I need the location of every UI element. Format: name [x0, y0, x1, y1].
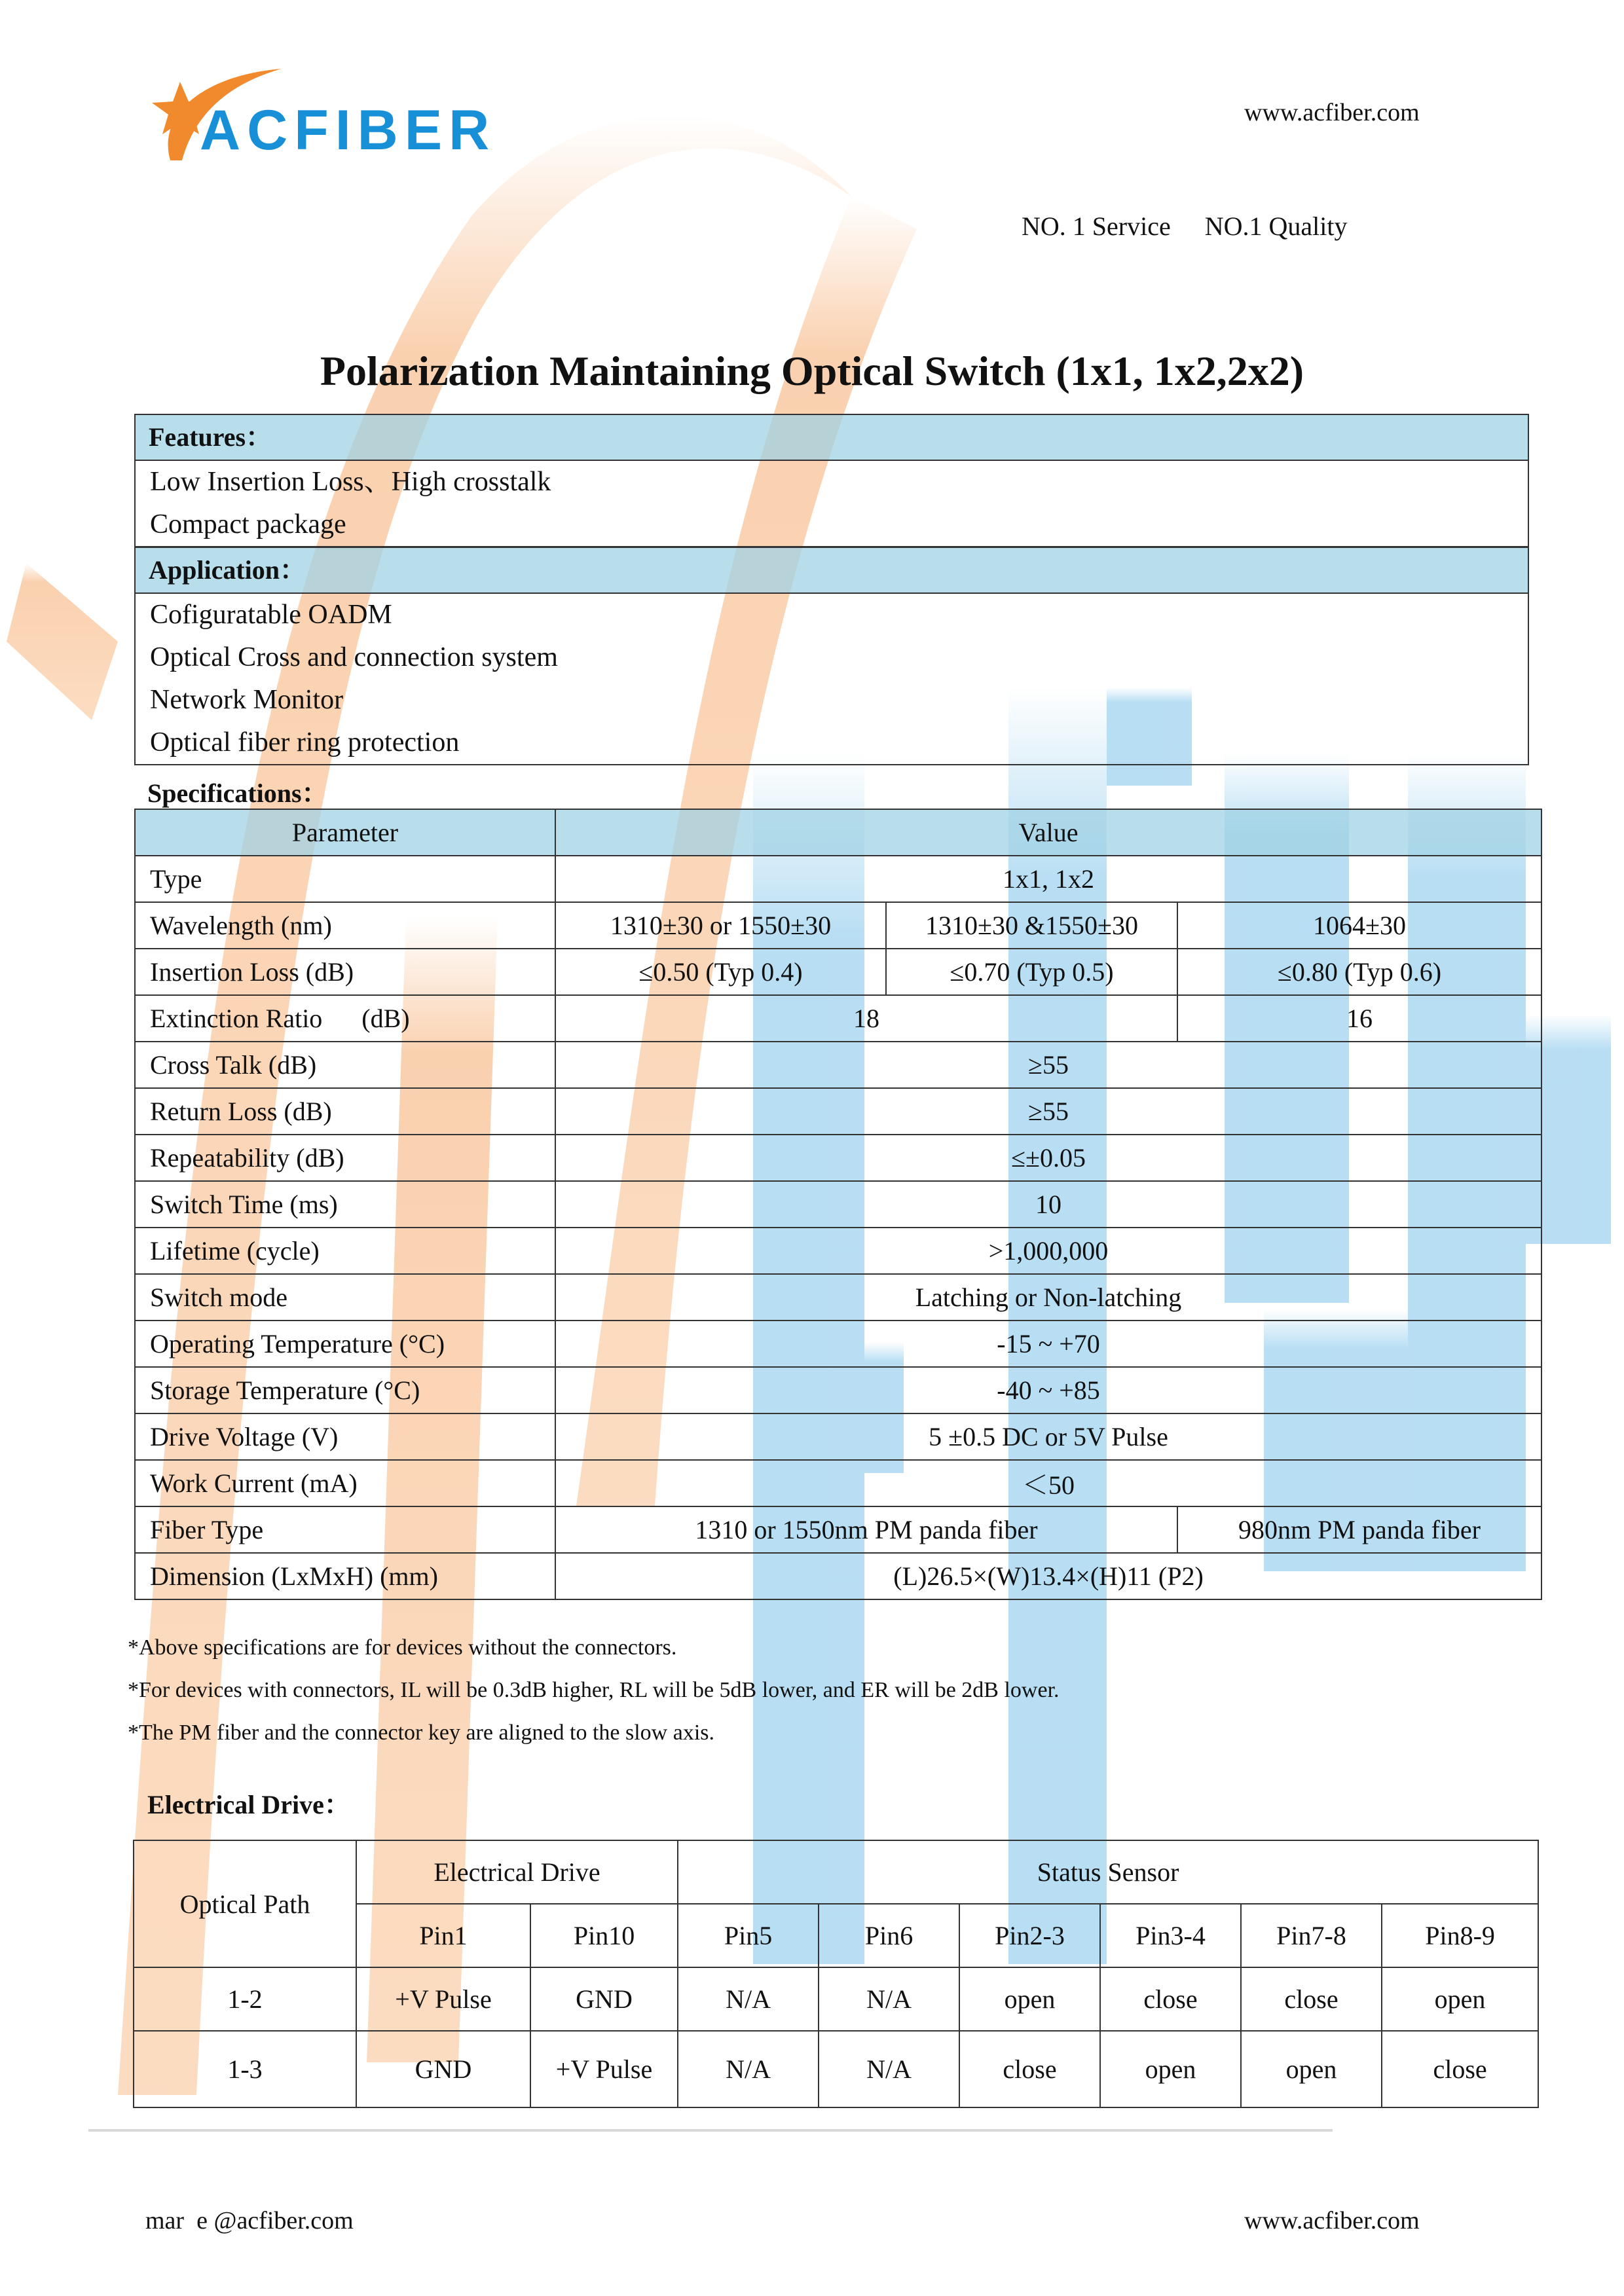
- pin-value: close: [959, 2031, 1100, 2107]
- param-cell: Operating Temperature (°C): [135, 1321, 555, 1367]
- value-cell: 18: [555, 995, 1177, 1042]
- slogan: [1022, 211, 1375, 242]
- pin-value: close: [1382, 2031, 1538, 2107]
- slogan-service: NO. 1 Service: [1022, 211, 1171, 241]
- table-row: [135, 995, 1541, 1042]
- footer-divider: [88, 2129, 1333, 2132]
- param-cell: Wavelength (nm): [135, 902, 555, 949]
- spec-note: *The PM fiber and the connector key are aligned to the slow axis.: [128, 1721, 715, 1745]
- specifications-label: Specifications：: [147, 778, 328, 808]
- value-cell: 5 ±0.5 DC or 5V Pulse: [555, 1413, 1541, 1460]
- value-cell: 1310±30 &1550±30: [886, 902, 1177, 949]
- path-cell: 1-2: [134, 1967, 356, 2031]
- table-row: [135, 856, 1541, 902]
- param-cell: Storage Temperature (°C): [135, 1367, 555, 1413]
- features-box: [134, 414, 1529, 547]
- pin-value: +V Pulse: [356, 1967, 530, 2031]
- pin-value: N/A: [819, 1967, 959, 2031]
- value-cell: (L)26.5×(W)13.4×(H)11 (P2): [555, 1553, 1541, 1599]
- pin-value: close: [1241, 1967, 1382, 2031]
- value-cell: ≤±0.05: [555, 1135, 1541, 1181]
- value-cell: 1310±30 or 1550±30: [555, 902, 886, 949]
- features-header: Features：: [136, 415, 1528, 461]
- param-cell: Return Loss (dB): [135, 1088, 555, 1135]
- specifications-table: [134, 809, 1542, 1600]
- table-row: [135, 1042, 1541, 1088]
- table-row: [135, 1088, 1541, 1135]
- brand-logo-text: ACFIBER: [200, 99, 496, 162]
- pin-value: +V Pulse: [530, 2031, 678, 2107]
- table-row: [135, 1135, 1541, 1181]
- value-cell: ＜50: [555, 1460, 1541, 1506]
- value-cell: -40 ~ +85: [555, 1367, 1541, 1413]
- table-row: [135, 1413, 1541, 1460]
- param-cell: Switch Time (ms): [135, 1181, 555, 1228]
- electrical-drive-header: Electrical Drive: [356, 1840, 678, 1904]
- value-cell: >1,000,000: [555, 1228, 1541, 1274]
- pin-header: Pin3-4: [1100, 1904, 1241, 1967]
- table-row: [134, 2031, 1538, 2107]
- spec-note: *Above specifications are for devices without the connectors.: [128, 1635, 677, 1660]
- feature-item: Compact package: [150, 509, 346, 539]
- pin-header: Pin8-9: [1382, 1904, 1538, 1967]
- value-cell: ≤0.80 (Typ 0.6): [1177, 949, 1541, 995]
- param-cell: Extinction Ratio (dB): [135, 995, 555, 1042]
- application-header: Application：: [136, 547, 1528, 594]
- table-row: [135, 1321, 1541, 1367]
- table-row: [135, 1553, 1541, 1599]
- value-cell: ≤0.50 (Typ 0.4): [555, 949, 886, 995]
- pin-value: open: [1241, 2031, 1382, 2107]
- application-box: [134, 547, 1529, 765]
- pin-header: Pin5: [678, 1904, 819, 1967]
- footer-email[interactable]: mar e @acfiber.com: [145, 2207, 354, 2234]
- value-cell: Latching or Non-latching: [555, 1274, 1541, 1321]
- param-cell: Repeatability (dB): [135, 1135, 555, 1181]
- table-header-row: [134, 1840, 1538, 1904]
- page-title: Polarization Maintaining Optical Switch (1x1, 1x2,2x2): [320, 348, 1304, 394]
- param-cell: Lifetime (cycle): [135, 1228, 555, 1274]
- table-row: [135, 1274, 1541, 1321]
- pin-value: open: [1100, 2031, 1241, 2107]
- pin-header: Pin2-3: [959, 1904, 1100, 1967]
- application-item: Network Monitor: [150, 685, 344, 715]
- spec-note: *For devices with connectors, IL will be 0.3dB higher, RL will be 5dB lower, and ER will be 2dB lower.: [128, 1678, 1060, 1702]
- param-cell: Work Current (mA): [135, 1460, 555, 1506]
- param-cell: Drive Voltage (V): [135, 1413, 555, 1460]
- value-cell: 1310 or 1550nm PM panda fiber: [555, 1506, 1177, 1553]
- electrical-drive-label: Electrical Drive：: [147, 1790, 350, 1819]
- feature-item: Low Insertion Loss、High crosstalk: [150, 467, 551, 497]
- optical-path-header: Optical Path: [134, 1840, 356, 1967]
- value-cell: 980nm PM panda fiber: [1177, 1506, 1541, 1553]
- param-cell: Dimension (LxMxH) (mm): [135, 1553, 555, 1599]
- value-cell: ≥55: [555, 1088, 1541, 1135]
- table-row: [135, 949, 1541, 995]
- pin-value: close: [1100, 1967, 1241, 2031]
- table-row: [135, 1506, 1541, 1553]
- param-cell: Switch mode: [135, 1274, 555, 1321]
- value-cell: 10: [555, 1181, 1541, 1228]
- value-cell: -15 ~ +70: [555, 1321, 1541, 1367]
- param-cell: Cross Talk (dB): [135, 1042, 555, 1088]
- pin-header: Pin6: [819, 1904, 959, 1967]
- application-item: Optical Cross and connection system: [150, 642, 558, 672]
- table-row: [135, 1228, 1541, 1274]
- pin-header: Pin1: [356, 1904, 530, 1967]
- param-cell: Insertion Loss (dB): [135, 949, 555, 995]
- status-sensor-header: Status Sensor: [678, 1840, 1538, 1904]
- table-row: [135, 902, 1541, 949]
- path-cell: 1-3: [134, 2031, 356, 2107]
- pin-value: N/A: [819, 2031, 959, 2107]
- application-item: Cofiguratable OADM: [150, 600, 392, 630]
- table-header-row: [135, 809, 1541, 856]
- param-cell: Fiber Type: [135, 1506, 555, 1553]
- table-row: [135, 1460, 1541, 1506]
- table-row: [135, 1181, 1541, 1228]
- electrical-drive-table: [133, 1840, 1539, 2108]
- pin-header: Pin7-8: [1241, 1904, 1382, 1967]
- pin-value: GND: [530, 1967, 678, 2031]
- pin-value: open: [959, 1967, 1100, 2031]
- value-cell: ≥55: [555, 1042, 1541, 1088]
- column-header-parameter: Parameter: [135, 809, 555, 856]
- value-cell: 1x1, 1x2: [555, 856, 1541, 902]
- slogan-quality: NO.1 Quality: [1204, 211, 1348, 241]
- column-header-value: Value: [555, 809, 1541, 856]
- value-cell: ≤0.70 (Typ 0.5): [886, 949, 1177, 995]
- value-cell: 1064±30: [1177, 902, 1541, 949]
- table-row: [135, 1367, 1541, 1413]
- param-cell: Type: [135, 856, 555, 902]
- pin-value: N/A: [678, 2031, 819, 2107]
- pin-value: GND: [356, 2031, 530, 2107]
- pin-value: N/A: [678, 1967, 819, 2031]
- footer-url[interactable]: www.acfiber.com: [1244, 2207, 1420, 2234]
- table-row: [134, 1967, 1538, 2031]
- header-url[interactable]: www.acfiber.com: [1244, 99, 1420, 126]
- value-cell: 16: [1177, 995, 1541, 1042]
- application-item: Optical fiber ring protection: [150, 727, 460, 757]
- pin-value: open: [1382, 1967, 1538, 2031]
- pin-header: Pin10: [530, 1904, 678, 1967]
